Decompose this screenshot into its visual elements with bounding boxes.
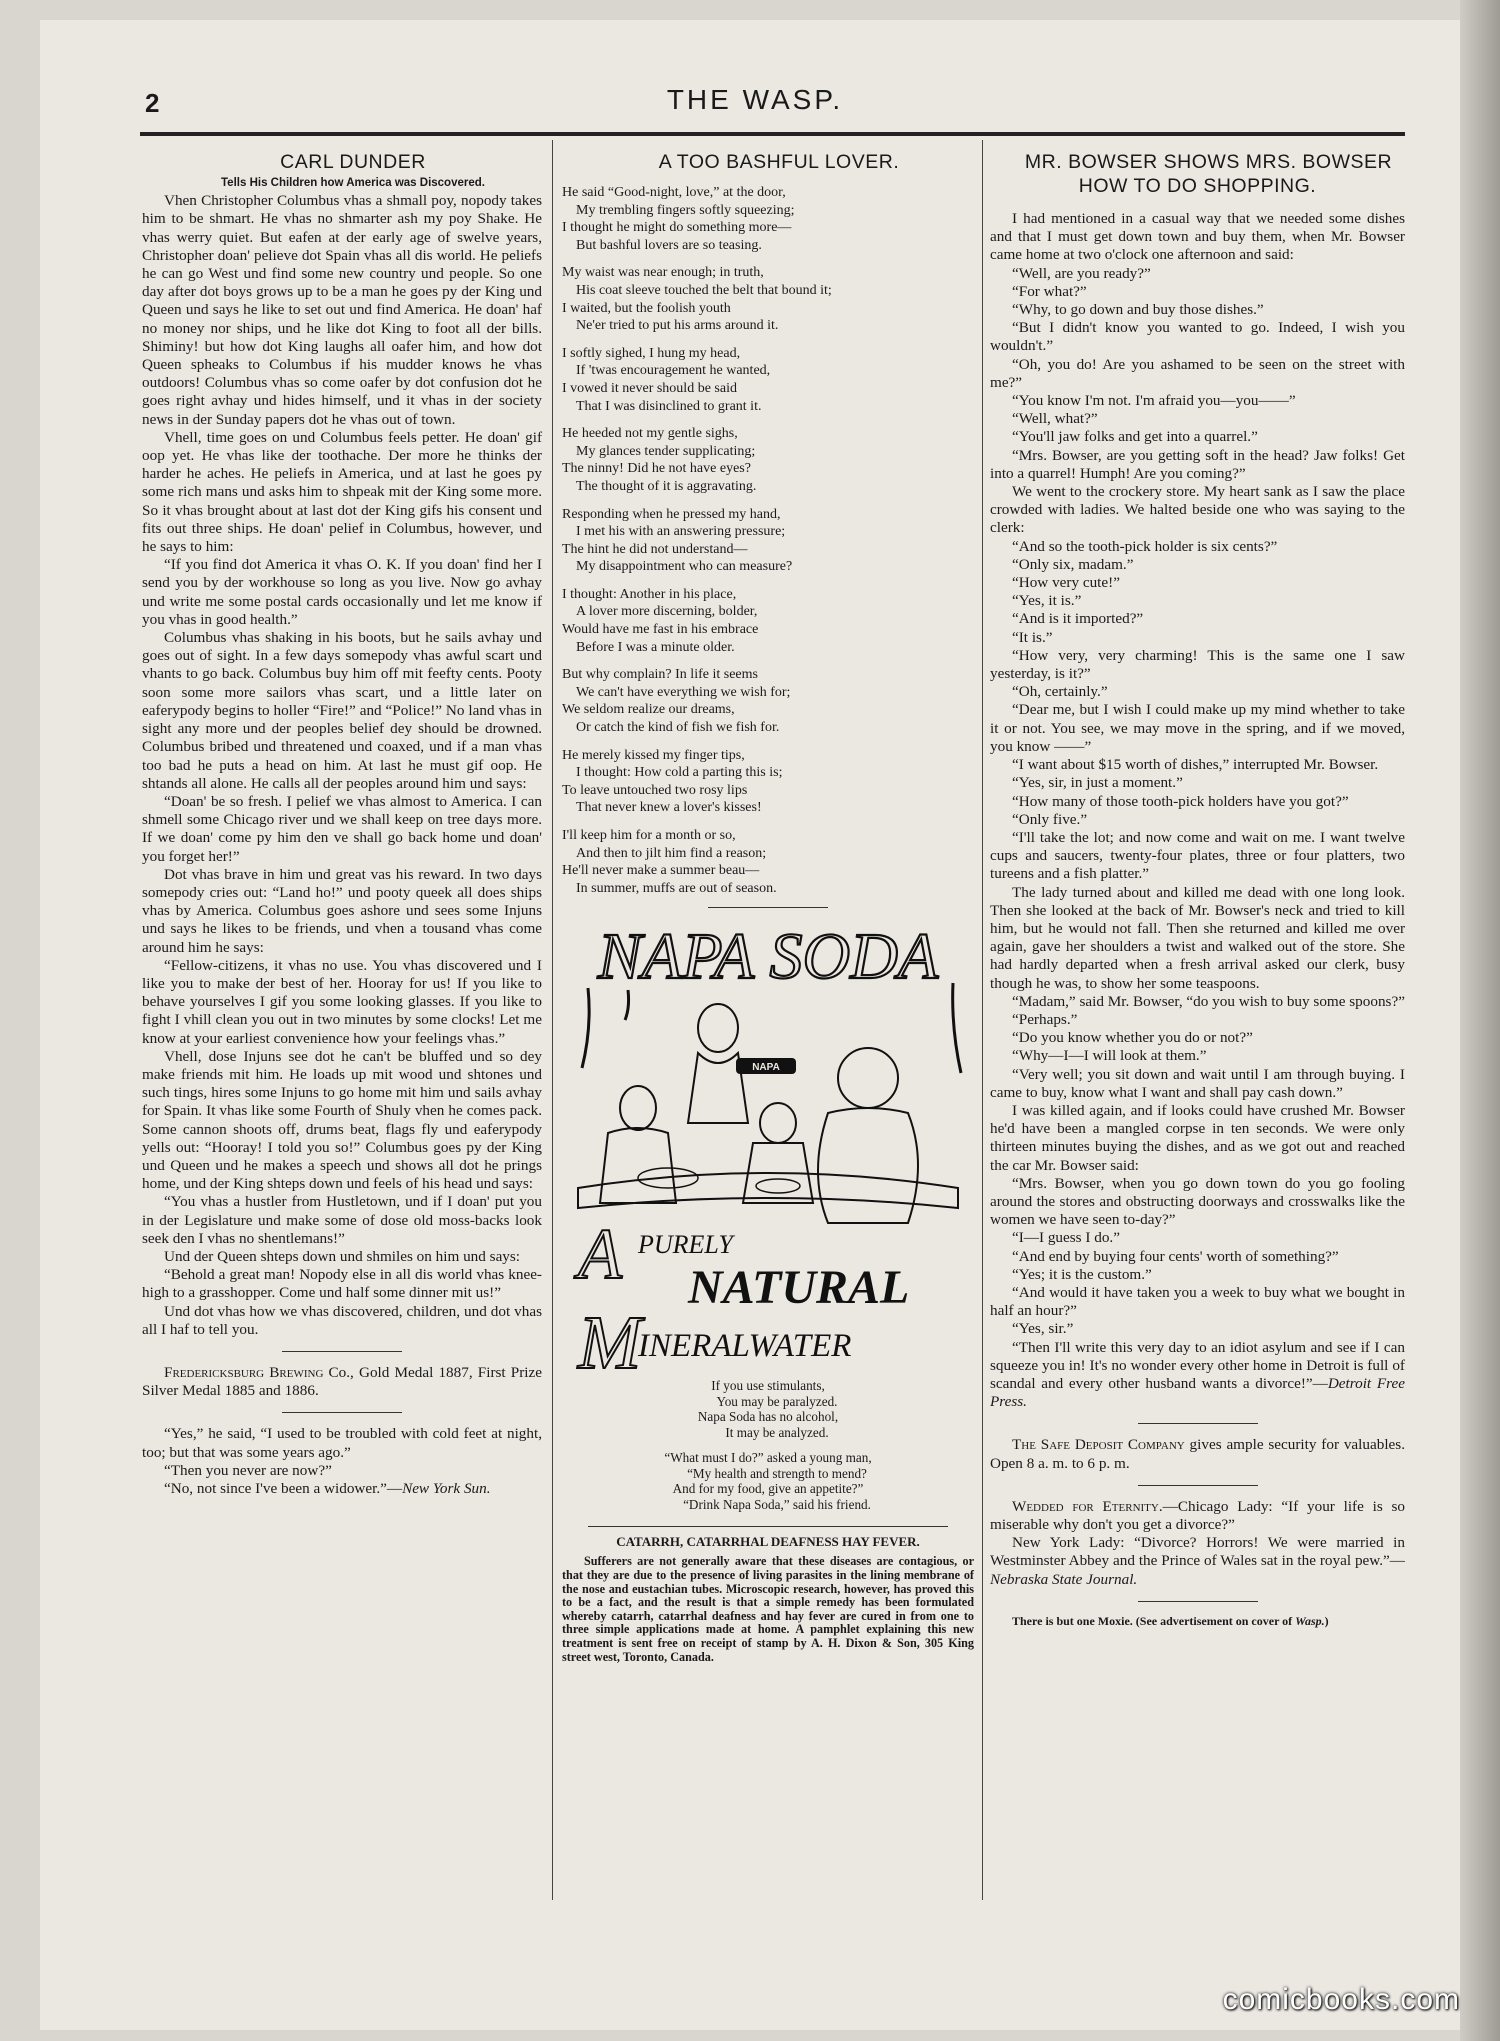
- poem-line: My waist was near enough; in truth,: [562, 265, 764, 281]
- dialogue-line: [142, 1480, 542, 1498]
- article-subtitle: Tells His Children how America was Discovered.: [221, 177, 485, 189]
- paragraph: “Why—I—I will look at them.”: [1012, 1047, 1207, 1065]
- source-credit: Detroit Free Press.: [990, 1375, 1405, 1411]
- poem-line: Or catch the kind of fish we fish for.: [576, 720, 780, 736]
- paragraph-text: “Then I'll write this very day to an idiot asylum and see if I can squeeze you in! It's no wonder every other home in Detroit is full of scandal and every other husband wants a divorce!”—: [990, 1338, 1405, 1392]
- paragraph: “Do you know whether you do or not?”: [1012, 1029, 1253, 1047]
- paragraph: “Perhaps.”: [1012, 1010, 1078, 1028]
- paragraph: I had mentioned in a casual way that we needed some dishes and that I must get down town and buy them, when Mr. Bowser came home at two o'clock one afternoon and said:: [990, 210, 1405, 264]
- paragraph: “How many of those tooth-pick holders have you got?”: [1012, 792, 1349, 810]
- paragraph: Dot vhas brave in him und great vas his reward. In two days somepody cries out: “Land ho!” und pooty queek all does ships vhas by America. Columbus goes ashore und sees some Injuns und says he likes to be friends, und vhen a tousand vhas come around him he says:: [142, 865, 542, 956]
- article-title: CARL DUNDER: [280, 151, 426, 173]
- paragraph: “How very, very charming! This is the same one I saw yesterday, is it?”: [990, 646, 1405, 683]
- paragraph: “I—I guess I do.”: [1012, 1229, 1120, 1247]
- verse-line: If you use stimulants,: [711, 1378, 825, 1394]
- napa-soda-illustration: [568, 918, 968, 1448]
- poem-line: We can't have everything we wish for;: [576, 684, 791, 700]
- paragraph: “Madam,” said Mr. Bowser, “do you wish to buy some spoons?”: [1012, 992, 1405, 1010]
- paragraph: “If you find dot America it vhas O. K. If you doan' find her I send you by der workhouse so long as you live. Now go avhay und write me some postal cards occasionally und let me know if you vhas in good health.”: [142, 556, 542, 628]
- poem-line: But why complain? In life it seems: [562, 667, 758, 683]
- verse-line: “My health and strength to mend?: [687, 1465, 867, 1481]
- ad-verse-2: [562, 1450, 974, 1512]
- page-number: 2: [145, 88, 160, 118]
- item-text: —Chicago Lady: “If your life is so miserable why don't you get a divorce?”: [990, 1497, 1406, 1534]
- paragraph: “Only five.”: [1012, 810, 1088, 828]
- moxie-end: ): [1324, 1613, 1329, 1628]
- paragraph: “Oh, you do! Are you ashamed to be seen on the street with me?”: [990, 355, 1405, 391]
- page-edge: [1460, 0, 1500, 2041]
- poem-line: I thought: How cold a parting this is;: [576, 765, 783, 781]
- poem-line: In summer, muffs are out of season.: [576, 880, 777, 896]
- paragraph: “You know I'm not. I'm afraid you—you——”: [1012, 392, 1296, 410]
- article-body: [142, 192, 542, 1339]
- separator: [588, 1526, 948, 1527]
- poem-stanza: [562, 345, 974, 415]
- poem-line: I thought: Another in his place,: [562, 586, 737, 602]
- poem-line: That I was disinclined to grant it.: [576, 398, 762, 414]
- moxie-wasp: Wasp.: [1295, 1613, 1325, 1628]
- poem-stanza: [562, 666, 974, 736]
- dialogue-text: “No, not since I've been a widower.”—: [164, 1480, 403, 1498]
- paragraph: “Mrs. Bowser, when you go down town do you go fooling around the stores and obstructing doorways and crosswalks like the women we have seen to-day?”: [990, 1174, 1405, 1229]
- paragraph: “Well, are you ready?”: [1012, 264, 1151, 282]
- poem-line: I met his with an answering pressure;: [576, 524, 786, 540]
- poem-stanza: [562, 425, 974, 495]
- paragraph: “And so the tooth-pick holder is six cents?”: [1012, 537, 1278, 555]
- poem-line: I vowed it never should be said: [562, 380, 737, 396]
- paragraph: “Yes, sir, in just a moment.”: [1012, 774, 1183, 792]
- paragraph: “Why, to go down and buy those dishes.”: [1012, 301, 1264, 319]
- slogan-mineral-water: INERALWATER: [638, 1328, 852, 1365]
- poem-line: His coat sleeve touched the belt that bound it;: [576, 282, 832, 298]
- header-rule: [140, 132, 1405, 136]
- safe-deposit-notice: [990, 1436, 1405, 1472]
- paragraph: “But I didn't know you wanted to go. Indeed, I wish you wouldn't.”: [990, 319, 1405, 355]
- poem-line: Ne'er tried to put his arms around it.: [576, 318, 779, 334]
- poem-line: My glances tender supplicating;: [576, 443, 756, 459]
- dialogue-line: “Then you never are now?”: [164, 1461, 332, 1479]
- poem-line: My disappointment who can measure?: [576, 559, 793, 575]
- column-divider-1: [552, 140, 553, 1900]
- paragraph: The lady turned about and killed me dead with one long look. Then she looked at the back of Mr. Bowser's neck and tried to kill him, but he would not fall. Then she returned and killed me over again, gave her shoulders a twist and walked out of the store. She had hardly departed when a fresh arrival asked our clerk, busy though he was, to show her some teaspoons.: [990, 883, 1405, 992]
- slogan-m: M: [578, 1301, 642, 1386]
- paragraph: “You vhas a hustler from Hustletown, und if I doan' put you in der Legislature und make some of dose old moss-backs look seek den I vhas no shentlemans!”: [142, 1193, 542, 1247]
- poem-line: I'll keep him for a month or so,: [562, 828, 736, 843]
- paragraph: Vhell, dose Injuns see dot he can't be bluffed und so dey make friends mit him. He loads up mit wood und shtones und such tings, hires some Injuns to go home mit him und sails avhay for Spain. It vhas like some Fourth of Shuly vhen he comes pack. Some cannon shoots off, drums beat, flags fly und eaferypody yells out: “Hooray! I told you so!” Columbus goes py der King und Queen und he makes a speech und shows all dot he prings home, und der King shteps down und feels of his head und says:: [142, 1047, 542, 1193]
- poem-line: If 'twas encouragement he wanted,: [576, 363, 771, 379]
- moxie-text: There is but one Moxie. (See advertisement on cover of: [1012, 1613, 1296, 1628]
- catarrh-title: CATARRH, CATARRHAL DEAFNESS HAY FEVER.: [616, 1534, 920, 1550]
- paragraph: “For what?”: [1012, 282, 1087, 300]
- poem-stanza: [562, 586, 974, 656]
- paragraph: Und dot vhas how we vhas discovered, children, und dot vhas all I haf to tell you.: [142, 1302, 542, 1338]
- poem-line: He said “Good-night, love,” at the door,: [562, 185, 786, 200]
- verse-line: You may be paralyzed.: [716, 1393, 838, 1409]
- poem-stanza: [562, 264, 974, 334]
- paragraph: “You'll jaw folks and get into a quarrel.”: [1012, 428, 1258, 446]
- slogan-purely: PURELY: [638, 1230, 733, 1260]
- paragraph: “I want about $15 worth of dishes,” interrupted Mr. Bowser.: [1012, 756, 1379, 774]
- reply-text: New York Lady: “Divorce? Horrors! We were married in Westminster Abbey and the Prince of Wales sat in the royal pew.”—: [990, 1534, 1405, 1570]
- poem-line: I thought he might do something more—: [562, 220, 792, 236]
- separator: [1138, 1423, 1258, 1424]
- paragraph: “And would it have taken you a week to buy what we bought in half an hour?”: [990, 1283, 1405, 1320]
- notice-text: gives ample security for valuables. Open 8 a. m. to 6 p. m.: [990, 1436, 1405, 1472]
- verse-line: It may be analyzed.: [725, 1424, 829, 1440]
- paragraph: “Doan' be so fresh. I pelief we vhas almost to America. I can shmell some Chicago river und we shall keep on tree days more. If we doan' come py him den ve shall go back home und doan' you forget her!”: [142, 792, 542, 865]
- brewing-notice: [142, 1364, 542, 1400]
- source-credit: New York Sun.: [402, 1480, 491, 1498]
- poem-line: Responding when he pressed my hand,: [562, 506, 781, 522]
- column-bowser: [990, 150, 1405, 1628]
- poem-line: The hint he did not understand—: [562, 541, 748, 557]
- separator: [282, 1412, 402, 1413]
- poem-stanza: [562, 747, 974, 817]
- paragraph: “And is it imported?”: [1012, 610, 1144, 628]
- masthead: THE WASP.: [666, 84, 844, 115]
- separator: [1138, 1485, 1258, 1486]
- watermark: comicbooks.com: [1222, 1983, 1460, 2016]
- wedded-item: [990, 1498, 1405, 1534]
- poem-line: A lover more discerning, bolder,: [576, 604, 758, 620]
- poem-line: To leave untouched two rosy lips: [562, 782, 748, 798]
- verse-line: “What must I do?” asked a young man,: [664, 1450, 872, 1466]
- poem-stanza: [562, 827, 974, 897]
- paragraph: “Yes, sir.”: [1012, 1320, 1074, 1338]
- poem-line: I waited, but the foolish youth: [562, 300, 731, 316]
- separator: [1138, 1601, 1258, 1602]
- column-divider-2: [982, 140, 983, 1900]
- verse-line: “Drink Napa Soda,” said his friend.: [683, 1496, 871, 1512]
- poem-line: My trembling fingers softly squeezing;: [576, 202, 795, 218]
- poem-title: A TOO BASHFUL LOVER.: [658, 151, 900, 173]
- paragraph: “And end by buying four cents' worth of something?”: [1012, 1247, 1339, 1265]
- paragraph: We went to the crockery store. My heart sank as I saw the place crowded with ladies. We halted beside one who was saying to the clerk:: [990, 483, 1405, 537]
- paragraph: “Well, what?”: [1012, 410, 1098, 428]
- napa-soda-ad: [568, 918, 968, 1448]
- dialogue-line: “Yes,” he said, “I used to be troubled with cold feet at night, too; but that was some years ago.”: [142, 1425, 542, 1461]
- catarrh-body: Sufferers are not generally aware that these diseases are contagious, or that they are due to the presence of living parasites in the lining membrane of the nose and eustachian tubes. Microscopic research, however, has proved this to be a fact, and the result is that a simple remedy has been formulated whereby catarrh, catarrhal deafness and hay fever are cured in from one to three simple applications made at home. A pamphlet explaining this new treatment is sent free on receipt of stamp by A. H. Dixon & Son, 305 King street west, Toronto, Canada.: [562, 1554, 974, 1664]
- article-title: MR. BOWSER SHOWS MRS. BOWSER HOW TO DO SHOPPING.: [1024, 151, 1393, 197]
- paragraph: “Yes; it is the custom.”: [1012, 1265, 1152, 1283]
- slogan-a: A: [578, 1214, 622, 1295]
- paragraph: “It is.”: [1012, 628, 1053, 646]
- brewing-text: Co., Gold Medal 1887, First Prize Silver Medal 1885 and 1886.: [142, 1364, 542, 1400]
- paragraph: I was killed again, and if looks could have crushed Mr. Bowser he'd have been a mangled corpse in ten seconds. We were only thirteen minutes buying the dishes, and as we got out and reached the car Mr. Bowser said:: [990, 1101, 1405, 1174]
- poem-line: Before I was a minute older.: [576, 639, 735, 655]
- poem-line: And then to jilt him find a reason;: [576, 845, 767, 861]
- paragraph: Vhell, time goes on und Columbus feels petter. He doan' gif oop yet. He vhas like der toothache. Der more he thinks der harder he aches. He peliefs in America, und at last he goes py some rich mans und asks him to shpeak mit der King some more. So it vhas brought about at last dot der King gifs his consent und fits out three ships. He doan' pelief in Columbus, however, und he says to him:: [142, 428, 542, 556]
- company-name: The Safe Deposit Company: [1012, 1436, 1185, 1454]
- paragraph: “How very cute!”: [1012, 574, 1120, 592]
- verse-line: And for my food, give an appetite?”: [672, 1481, 864, 1497]
- separator: [282, 1351, 402, 1352]
- bottle-label: NAPA: [752, 1062, 780, 1074]
- paragraph: Und der Queen shteps down und shmiles on him und says:: [164, 1247, 521, 1265]
- poem-line: He merely kissed my finger tips,: [562, 747, 745, 763]
- poem-line: I softly sighed, I hung my head,: [562, 345, 741, 361]
- wedded-reply: [990, 1534, 1405, 1589]
- column-bashful-lover: [562, 150, 974, 1664]
- poem-line: He'll never make a summer beau—: [562, 863, 760, 879]
- paragraph: “Yes, it is.”: [1012, 592, 1082, 610]
- poem-line: But bashful lovers are so teasing.: [576, 237, 762, 253]
- paragraph: “Mrs. Bowser, are you getting soft in the head? Jaw folks! Get into a quarrel! Humph! Are you coming?”: [990, 446, 1405, 482]
- poem-stanza: [562, 184, 974, 254]
- item-heading: Wedded for Eternity.: [1012, 1497, 1163, 1515]
- poem-line: He heeded not my gentle sighs,: [562, 426, 738, 442]
- poem-line: We seldom realize our dreams,: [562, 702, 735, 718]
- paragraph: “Fellow-citizens, it vhas no use. You vhas discovered und I like you to make der best of her. Hooray for us! If you like to behave yourselves I gif you some looking glasses. If you like to fight I vhill clean you out in two minutes by some clocks! Let me know at your earliest convenience how your feelings vhas.”: [142, 956, 542, 1047]
- poem-stanza: [562, 506, 974, 576]
- separator: [708, 907, 828, 908]
- paragraph: “Behold a great man! Nopody else in all dis world vhas knee-high to a grasshopper. Come und half some dinner mit us!”: [142, 1266, 542, 1302]
- paragraph: “Only six, madam.”: [1012, 555, 1134, 573]
- poem-line: The ninny! Did he not have eyes?: [562, 461, 751, 477]
- ad-title: NAPA SODA: [597, 920, 939, 994]
- slogan-natural: NATURAL: [688, 1261, 910, 1315]
- brewing-name: Fredericksburg Brewing: [164, 1364, 324, 1381]
- paragraph: “Dear me, but I wish I could make up my mind whether to take it or not. You see, we may move in the spring, and if we moved, you know ——”: [990, 701, 1405, 755]
- poem: [562, 184, 974, 897]
- paragraph: “Oh, certainly.”: [1012, 683, 1108, 701]
- poem-line: That never knew a lover's kisses!: [576, 800, 762, 816]
- paragraph: Vhen Christopher Columbus vhas a shmall poy, nopody takes him to be shmart. He vhas no shmarter ash my poy Shake. He vhas werry quiet. But eafen at der early age of swelve years, Christopher doan' pelieve dot Spain vhas all dis world. He peliefs he can go West und find some new country und people. So one day after dot boys grows up to be a man he goes py der King und Queen und says he like to set out und find America. He doan' haf no money nor ships, und he like dot King to foot all der bills. Shiminy! but how dot King laughs all oafer him, and how dot Queen spheaks to Columbus if his mudder knows he vhas outdoors! Columbus vhas so come oafer by dot confusion dot he goes right avhay und hides himself, und it vhas in der society news in der Sunday papers dot he vhas out of town.: [142, 192, 542, 428]
- poem-line: The thought of it is aggravating.: [576, 478, 757, 494]
- verse-line: Napa Soda has no alcohol,: [697, 1409, 839, 1425]
- page-header: [105, 78, 1405, 138]
- moxie-notice: [990, 1614, 1405, 1628]
- column-carl-dunder: [142, 150, 542, 1498]
- article-body: [990, 210, 1405, 1411]
- paragraph: [990, 1339, 1405, 1412]
- paragraph: “I'll take the lot; and now come and wait on me. I want twelve cups and saucers, twenty-four plates, three or four platters, two tureens and a fish platter.”: [990, 828, 1405, 883]
- poem-line: Would have me fast in his embrace: [562, 622, 759, 638]
- paragraph: “Very well; you sit down and wait until I am through buying. I came to buy, know what I want and shall pay cash down.”: [990, 1065, 1405, 1101]
- source-credit: Nebraska State Journal.: [990, 1570, 1138, 1588]
- paragraph: Columbus vhas shaking in his boots, but he sails avhay und goes out of sight. In a few days somepody vhas awful scart und vhants to go back. Columbus buy him off mit feefty cents. Pooty soon some more sailors vhas scart, und a little later on eaferypody begins to holler “Fire!” and “Police!” No land vhas in sight any more und der peoples belief dey should be drowned. Columbus bribed und threatened und coaxed, und if a man vhas too bad he puts a head on him. At last he must gif oop. He shtands all alone. He calls all der peoples around him und says:: [142, 629, 542, 792]
